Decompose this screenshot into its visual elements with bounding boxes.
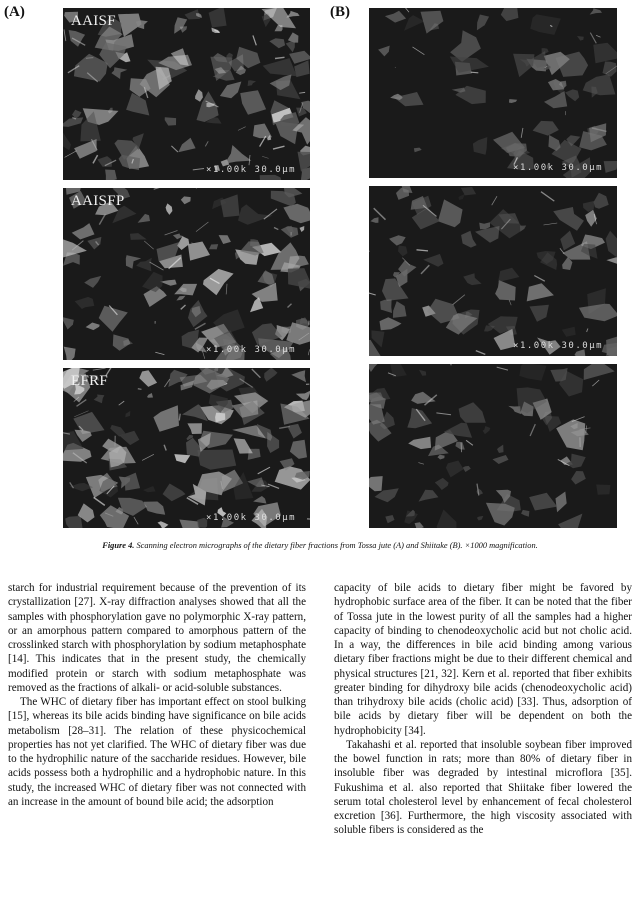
micrograph-aaisf <box>63 8 310 180</box>
micrograph-shiitake-2 <box>369 186 617 356</box>
scale-bar-text: ×1.00k 30.0μm <box>513 341 603 351</box>
paragraph: starch for industrial requirement because of the prevention of its crystallization [27]. X-ray diffraction analyses showed that all the samples with phosphorylation gave no polymorphic X-ray pattern, or an amorphous pattern compared to amorphous pattern of the crosslinked starch with phosphorylation by sodium metaphosphate [14]. This indicates that in the present study, the chemically modified protein or starch with sodium metaphosphate was removed as the fractions of alkali- or acid-soluble substances. <box>8 582 306 694</box>
scale-bar-text: ×1.00k 30.0μm <box>206 345 296 355</box>
body-column-left <box>8 581 306 809</box>
figure-caption <box>0 541 640 550</box>
micrograph-label: AAISF <box>71 13 116 29</box>
micrograph-shiitake-3 <box>369 364 617 528</box>
micrograph-label: EFRF <box>71 373 109 389</box>
panel-a-label: (A) <box>4 4 25 20</box>
paragraph: The WHC of dietary fiber has important effect on stool bulking [15], whereas its bile acids binding have significance on bile acids metabolism [28–31]. The relation of these physicochemical properties has not yet clarified. The WHC of dietary fiber was due to the hydrophilic nature of the saccharide residues. However, bile acids possess both a hydrophilic and a hydrophobic nature. In this study, the increased WHC of dietary fiber was not connected with an increase in the amount of bound bile acid; the adsorption <box>8 696 306 808</box>
figure-caption-label: Figure 4. <box>102 541 135 550</box>
scale-bar-text: ×1.00k 30.0μm <box>206 513 296 523</box>
paragraph: capacity of bile acids to dietary fiber might be favored by hydrophobic surface area of the fiber. It can be noted that the fiber of Tossa jute in the lowest purity of all the samples had a higher capacity of binding to chenodeoxycholic acid but not cholic acid. In a way, the differences in bile acid binding among various dietary fiber fractions might be due to their different chemical and physical structures [21, 32]. Kern et al. reported that fiber exhibits greater binding for dihydroxy bile acids (chenodeoxycholic acid) than trihydroxy bile acids (cholic acid) [33]. Thus, adsorption of bile acids by dietary fiber will be dependent on both the hydrophobicity [34]. <box>334 582 632 737</box>
micrograph-label: AAISFP <box>71 193 125 209</box>
body-column-right <box>334 581 632 838</box>
figure-caption-text: Scanning electron micrographs of the dietary fiber fractions from Tossa jute (A) and Shiitake (B). ×1000 magnification. <box>136 541 538 550</box>
scale-bar-text: ×1.00k 30.0μm <box>206 165 296 175</box>
micrograph-efrf <box>63 368 310 528</box>
scale-bar-text: ×1.00k 30.0μm <box>513 163 603 173</box>
paragraph: Takahashi et al. reported that insoluble soybean fiber improved the bowel function in rats; more than 80% of dietary fiber in insoluble fiber was degraded by intestinal microflora [35]. Fukushima et al. also reported that Shiitake fiber lowered the serum total cholesterol level by enhancement of fecal cholesterol excretion [36]. Furthermore, the high viscosity associated with soluble fibers is considered as the <box>334 738 632 837</box>
micrograph-shiitake-1 <box>369 8 617 178</box>
micrograph-aaisfp <box>63 188 310 360</box>
panel-b-label: (B) <box>330 4 350 20</box>
